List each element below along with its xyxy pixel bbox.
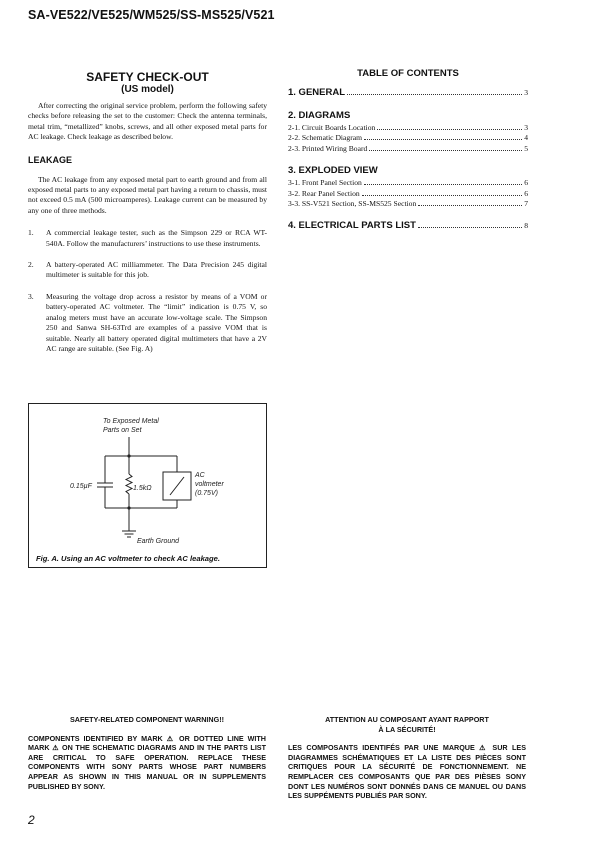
list-item: 3. Measuring the voltage drop across a resistor by means of a VOM or battery-operated AC voltmeter. The “limit” indication is 0.75 V, so analog meters must have an accurate low-voltage scale. The Simpson 250 and Sanwa SH-63Trd are examples of a passive VOM that is suitable. Nearly all battery operated digital multimeters that have a 2V AC range are suitable. (See Fig. A): [28, 291, 267, 353]
leakage-heading: LEAKAGE: [28, 154, 73, 165]
warning-body: LES COMPOSANTS IDENTIFÉS PAR UNE MARQUE ⚠ SUR LES DIAGRAMMES SCHÉMATIQUES ET LA LISTE DES PIÈCES SONT CRITIQUES POUR LA SÉCURITÉ DE FONCTIONNEMENT. NE REMPLACER CES COMPOSANTS QUE PAR DES PIÈSES SONY DONT LES NUMÉROS SONT DONNÉS DANS CE MANUEL OU DANS LES SUPPÉMENTS PUBLIÉS PAR SONY.: [288, 743, 526, 801]
figure-a: [28, 403, 267, 568]
toc-entry[interactable]: 3-3. SS-V521 Section, SS-MS525 Section 7: [288, 199, 528, 208]
toc-entry[interactable]: 2-2. Schematic Diagram 4: [288, 133, 528, 142]
toc-entry[interactable]: 2-3. Printed Wiring Board 5: [288, 143, 528, 153]
toc-entry[interactable]: 3-2. Rear Panel Section 6: [288, 188, 528, 198]
voltmeter-label-1: AC: [195, 472, 205, 479]
list-item: 2. A battery-operated AC milliammeter. The Data Precision 245 digital multimeter is suitable for this job.: [28, 260, 267, 280]
voltmeter-label-2: voltmeter: [195, 481, 224, 488]
safety-warning-french: [288, 715, 526, 801]
warning-title: ATTENTION AU COMPOSANT AYANT RAPPORT À LA SÉCURITÉ!: [325, 715, 489, 734]
safety-title: SAFETY CHECK-OUT: [86, 70, 209, 84]
safety-warning-english: [28, 715, 266, 791]
leakage-text: The AC leakage from any exposed metal part to earth ground and from all exposed metal parts to any exposed metal part having a return to chassis, must not exceed 0.5 mA (500 microamperes). Leakage current can be measured by any one of three methods.: [28, 174, 267, 215]
figure-caption: Fig. A. Using an AC voltmeter to check AC leakage.: [36, 554, 220, 563]
toc-entry-general[interactable]: 1. GENERAL 3: [288, 87, 528, 98]
methods-list: [28, 228, 267, 354]
toc-heading-diagrams: 2. DIAGRAMS: [288, 109, 351, 121]
toc-entry[interactable]: 2-1. Circuit Boards Location 3: [288, 122, 528, 132]
table-of-contents: [288, 68, 528, 231]
label-parts-on-set: Parts on Set: [103, 427, 142, 434]
capacitor-label: 0.15µF: [70, 483, 92, 490]
label-exposed-metal: To Exposed Metal: [103, 418, 159, 425]
safety-intro: After correcting the original service problem, perform the following safety checks before releasing the set to the customer: Check the antenna terminals, metal trim, “metallized” knobs, screws, and all other exposed metal parts for AC leakage. Check leakage as described below.: [28, 101, 267, 142]
toc-title: TABLE OF CONTENTS: [357, 68, 459, 79]
circuit-diagram: [29, 404, 266, 567]
safety-checkout-section: [28, 68, 267, 365]
toc-entry-parts-list[interactable]: 4. ELECTRICAL PARTS LIST 8: [288, 219, 528, 231]
document-header: SA-VE522/VE525/WM525/SS-MS525/V521: [28, 8, 275, 22]
safety-subtitle: (US model): [121, 84, 174, 95]
voltmeter-label-3: (0.75V): [195, 490, 218, 497]
list-item: 1. A commercial leakage tester, such as the Simpson 229 or RCA WT-540A. Follow the manufacturers’ instructions to use these instruments.: [28, 228, 267, 248]
warning-body: COMPONENTS IDENTIFIED BY MARK ⚠ OR DOTTED LINE WITH MARK ⚠ ON THE SCHEMATIC DIAGRAMS AND IN THE PARTS LIST ARE CRITICAL TO SAFE OPERATION. REPLACE THESE COMPONENTS WITH SONY PARTS WHOSE PART NUMBERS APPEAR AS SHOWN IN THIS MANUAL OR IN SUPPLEMENTS PUBLISHED BY SONY.: [28, 733, 266, 791]
resistor-label: 1.5kΩ: [133, 485, 152, 492]
warning-title: SAFETY-RELATED COMPONENT WARNING!!: [70, 715, 224, 724]
toc-entry[interactable]: 3-1. Front Panel Section 6: [288, 178, 528, 187]
toc-heading-exploded-view: 3. EXPLODED VIEW: [288, 165, 378, 176]
ground-label: Earth Ground: [137, 538, 180, 545]
page-number: 2: [28, 813, 35, 827]
